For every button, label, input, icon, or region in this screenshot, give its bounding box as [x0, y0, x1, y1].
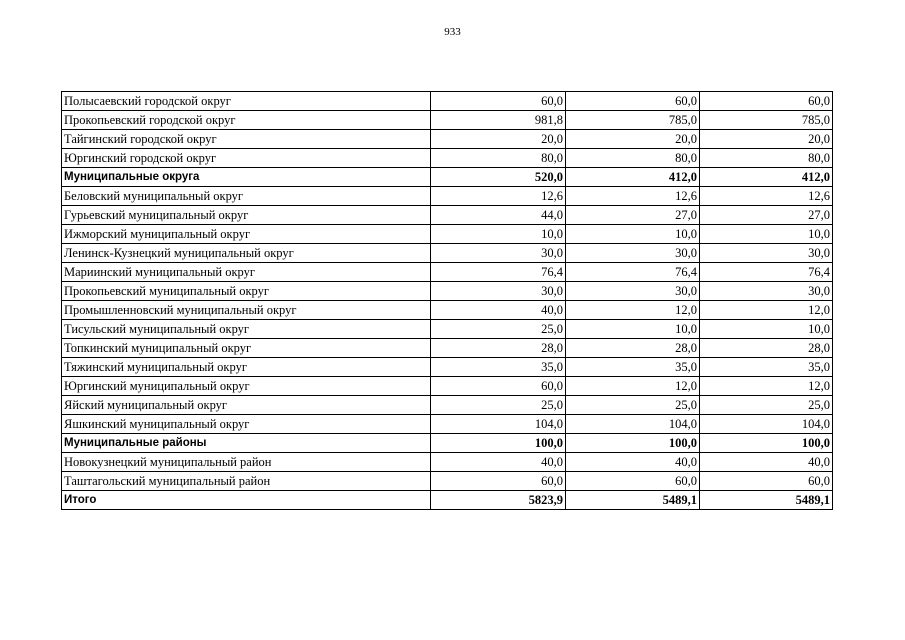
value-cell-1: 35,0 — [431, 358, 566, 377]
table-row — [62, 358, 833, 377]
value-cell-3: 12,0 — [700, 377, 833, 396]
value-cell-1: 60,0 — [431, 472, 566, 491]
value-cell-3: 30,0 — [700, 244, 833, 263]
value-cell-2: 412,0 — [566, 168, 700, 187]
value-cell-2: 80,0 — [566, 149, 700, 168]
municipality-name-cell: Прокопьевский муниципальный округ — [62, 282, 431, 301]
value-cell-3: 10,0 — [700, 225, 833, 244]
municipality-name-cell: Юргинский городской округ — [62, 149, 431, 168]
municipality-name-cell: Промышленновский муниципальный округ — [62, 301, 431, 320]
value-cell-3: 35,0 — [700, 358, 833, 377]
value-cell-1: 60,0 — [431, 377, 566, 396]
value-cell-3: 5489,1 — [700, 491, 833, 510]
municipality-name-cell: Муниципальные районы — [62, 434, 431, 453]
municipality-name-cell: Юргинский муниципальный округ — [62, 377, 431, 396]
municipality-name-cell: Беловский муниципальный округ — [62, 187, 431, 206]
municipality-name-cell: Топкинский муниципальный округ — [62, 339, 431, 358]
value-cell-3: 20,0 — [700, 130, 833, 149]
value-cell-1: 80,0 — [431, 149, 566, 168]
value-cell-1: 20,0 — [431, 130, 566, 149]
value-cell-2: 35,0 — [566, 358, 700, 377]
table-row-subtotal — [62, 434, 833, 453]
value-cell-3: 28,0 — [700, 339, 833, 358]
value-cell-2: 60,0 — [566, 92, 700, 111]
table-row — [62, 339, 833, 358]
table-row — [62, 206, 833, 225]
value-cell-2: 104,0 — [566, 415, 700, 434]
table-row — [62, 377, 833, 396]
table-row — [62, 111, 833, 130]
value-cell-3: 60,0 — [700, 472, 833, 491]
value-cell-3: 25,0 — [700, 396, 833, 415]
allocation-table — [61, 91, 833, 510]
table-row — [62, 301, 833, 320]
table-row — [62, 130, 833, 149]
table-row — [62, 225, 833, 244]
value-cell-1: 28,0 — [431, 339, 566, 358]
value-cell-1: 40,0 — [431, 453, 566, 472]
municipality-name-cell: Полысаевский городской округ — [62, 92, 431, 111]
municipality-name-cell: Ижморский муниципальный округ — [62, 225, 431, 244]
value-cell-3: 10,0 — [700, 320, 833, 339]
municipality-name-cell: Тяжинский муниципальный округ — [62, 358, 431, 377]
value-cell-2: 28,0 — [566, 339, 700, 358]
value-cell-2: 12,6 — [566, 187, 700, 206]
table-row — [62, 263, 833, 282]
value-cell-1: 10,0 — [431, 225, 566, 244]
value-cell-3: 80,0 — [700, 149, 833, 168]
value-cell-1: 44,0 — [431, 206, 566, 225]
value-cell-1: 104,0 — [431, 415, 566, 434]
municipality-name-cell: Муниципальные округа — [62, 168, 431, 187]
value-cell-1: 30,0 — [431, 282, 566, 301]
value-cell-2: 12,0 — [566, 377, 700, 396]
value-cell-2: 25,0 — [566, 396, 700, 415]
value-cell-3: 412,0 — [700, 168, 833, 187]
municipality-name-cell: Ленинск-Кузнецкий муниципальный округ — [62, 244, 431, 263]
value-cell-2: 20,0 — [566, 130, 700, 149]
value-cell-2: 12,0 — [566, 301, 700, 320]
value-cell-1: 60,0 — [431, 92, 566, 111]
value-cell-1: 520,0 — [431, 168, 566, 187]
value-cell-3: 30,0 — [700, 282, 833, 301]
value-cell-3: 27,0 — [700, 206, 833, 225]
table-row — [62, 244, 833, 263]
table-row-subtotal — [62, 491, 833, 510]
table-row — [62, 187, 833, 206]
table-row — [62, 453, 833, 472]
municipality-name-cell: Тисульский муниципальный округ — [62, 320, 431, 339]
value-cell-3: 785,0 — [700, 111, 833, 130]
municipality-name-cell: Таштагольский муниципальный район — [62, 472, 431, 491]
value-cell-1: 5823,9 — [431, 491, 566, 510]
table-row — [62, 415, 833, 434]
value-cell-1: 25,0 — [431, 396, 566, 415]
value-cell-3: 104,0 — [700, 415, 833, 434]
municipality-name-cell: Мариинский муниципальный округ — [62, 263, 431, 282]
table-body — [62, 92, 833, 510]
municipality-name-cell: Итого — [62, 491, 431, 510]
municipality-name-cell: Новокузнецкий муниципальный район — [62, 453, 431, 472]
table-row-subtotal — [62, 168, 833, 187]
value-cell-1: 12,6 — [431, 187, 566, 206]
value-cell-2: 10,0 — [566, 320, 700, 339]
value-cell-2: 785,0 — [566, 111, 700, 130]
table-row — [62, 92, 833, 111]
value-cell-2: 30,0 — [566, 244, 700, 263]
municipality-name-cell: Яшкинский муниципальный округ — [62, 415, 431, 434]
value-cell-1: 76,4 — [431, 263, 566, 282]
municipality-name-cell: Гурьевский муниципальный округ — [62, 206, 431, 225]
page-number: 933 — [444, 26, 461, 38]
value-cell-3: 40,0 — [700, 453, 833, 472]
municipality-name-cell: Тайгинский городской округ — [62, 130, 431, 149]
municipality-name-cell: Прокопьевский городской округ — [62, 111, 431, 130]
value-cell-2: 76,4 — [566, 263, 700, 282]
value-cell-1: 981,8 — [431, 111, 566, 130]
table-row — [62, 149, 833, 168]
value-cell-1: 25,0 — [431, 320, 566, 339]
table-row — [62, 282, 833, 301]
value-cell-3: 12,0 — [700, 301, 833, 320]
municipality-name-cell: Яйский муниципальный округ — [62, 396, 431, 415]
value-cell-2: 10,0 — [566, 225, 700, 244]
table-row — [62, 472, 833, 491]
value-cell-2: 30,0 — [566, 282, 700, 301]
value-cell-2: 100,0 — [566, 434, 700, 453]
value-cell-2: 5489,1 — [566, 491, 700, 510]
value-cell-3: 76,4 — [700, 263, 833, 282]
value-cell-3: 60,0 — [700, 92, 833, 111]
value-cell-3: 12,6 — [700, 187, 833, 206]
value-cell-1: 100,0 — [431, 434, 566, 453]
table-row — [62, 396, 833, 415]
value-cell-1: 30,0 — [431, 244, 566, 263]
value-cell-2: 60,0 — [566, 472, 700, 491]
value-cell-2: 27,0 — [566, 206, 700, 225]
value-cell-1: 40,0 — [431, 301, 566, 320]
table-row — [62, 320, 833, 339]
value-cell-3: 100,0 — [700, 434, 833, 453]
value-cell-2: 40,0 — [566, 453, 700, 472]
